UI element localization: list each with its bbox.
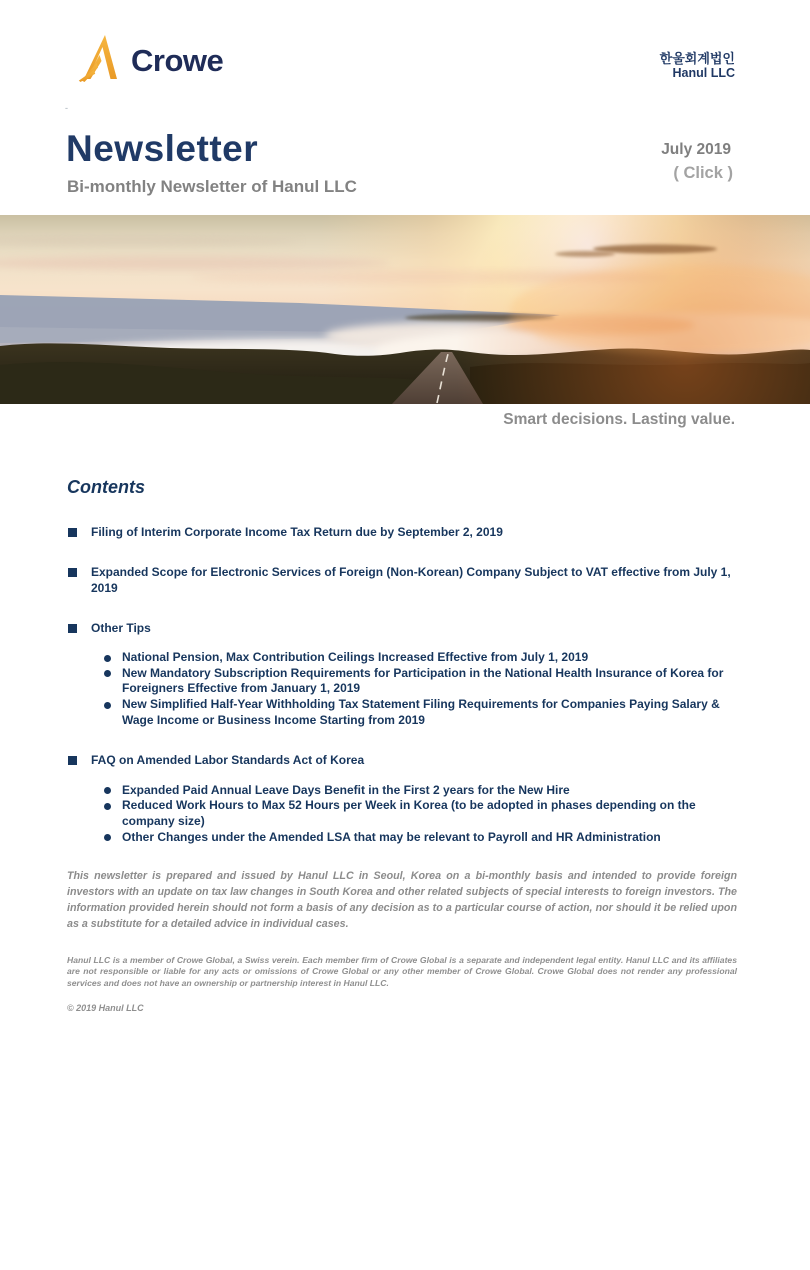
contents-item-faq-lsa [67,752,741,768]
square-bullet-icon [68,756,77,765]
contents-item-other-tips [67,620,741,636]
square-bullet-icon [68,528,77,537]
crowe-logo [74,33,223,87]
contents-item-label: Other Tips [91,621,151,635]
sub-item-label: Expanded Paid Annual Leave Days Benefit in the First 2 years for the New Hire [122,782,570,797]
contents-heading: Contents [67,477,145,497]
square-bullet-icon [68,568,77,577]
firm-name-block [660,51,735,81]
disclaimer-legal: Hanul LLC is a member of Crowe Global, a Swiss verein. Each member firm of Crowe Global is a separate and independent legal entity. Hanul LLC and its affiliates are not responsible or liable for any acts or omissions of Crowe Global or any other member of Crowe Global. Crowe Global does not render any professional services and does not have an ownership or partnership interest in Hanul LLC. [67,954,737,989]
firm-name-english: Hanul LLC [672,66,735,80]
contents-item-vat-scope [67,564,741,596]
other-tips-sublist [67,650,741,729]
contents-item-label: FAQ on Amended Labor Standards Act of Korea [91,752,365,767]
sub-item-label: Other Changes under the Amended LSA that may be relevant to Payroll and HR Administration [122,829,661,844]
page-subtitle: Bi-monthly Newsletter of Hanul LLC [67,177,357,196]
brand-tagline: Smart decisions. Lasting value. [503,411,735,428]
click-link[interactable]: ( Click ) [673,164,733,182]
faq-sublist [67,783,741,846]
contents-item-label: Filing of Interim Corporate Income Tax Return due by September 2, 2019 [91,525,503,539]
sub-item-label: New Simplified Half-Year Withholding Tax Statement Filing Requirements for Companies Paying Salary & Wage Income or Business Income Starting from 2019 [122,697,720,727]
circle-bullet-icon [104,834,111,841]
crowe-wordmark: Crowe [131,43,224,78]
sub-item [67,666,741,697]
sub-item-label: Reduced Work Hours to Max 52 Hours per Week in Korea (to be adopted in phases depending on the company size) [122,798,696,828]
circle-bullet-icon [104,702,111,709]
disclaimer-primary: This newsletter is prepared and issued by Hanul LLC in Seoul, Korea on a bi-monthly basis and intended to provide foreign investors with an update on tax law changes in South Korea and other related subjects of special interests to foreign investors. The information provided herein should not form a basis of any decision as to a particular course of action, nor should it be relied upon as a substitute for a detailed advice in individual cases. [67,870,737,930]
circle-bullet-icon [104,655,111,662]
sub-item [67,650,741,666]
crowe-mountain-icon [74,33,122,87]
page-title: Newsletter [66,128,259,169]
sub-item-label: New Mandatory Subscription Requirements for Participation in the National Health Insurance of Korea for Foreigners Effective from January 1, 2019 [122,665,724,696]
sub-item [67,783,741,799]
footer [67,869,737,1013]
sub-item-label: National Pension, Max Contribution Ceilings Increased Effective from July 1, 2019 [122,650,589,664]
square-bullet-icon [68,624,77,633]
contents-item-label: Expanded Scope for Electronic Services of Foreign (Non-Korean) Company Subject to VAT effective from July 1, 2019 [91,565,731,595]
stray-mark: - [65,103,68,113]
issue-date: July 2019 [661,141,731,158]
sub-item [67,798,741,829]
firm-name-korean: 한울회계법인 [659,51,735,66]
sub-item [67,830,741,846]
hero-photo [0,215,810,404]
contents-section [67,477,741,845]
contents-item-interim-tax [67,524,741,540]
circle-bullet-icon [104,803,111,810]
copyright-line: © 2019 Hanul LLC [67,1003,144,1014]
sub-item [67,697,741,728]
circle-bullet-icon [104,787,111,794]
circle-bullet-icon [104,670,111,677]
